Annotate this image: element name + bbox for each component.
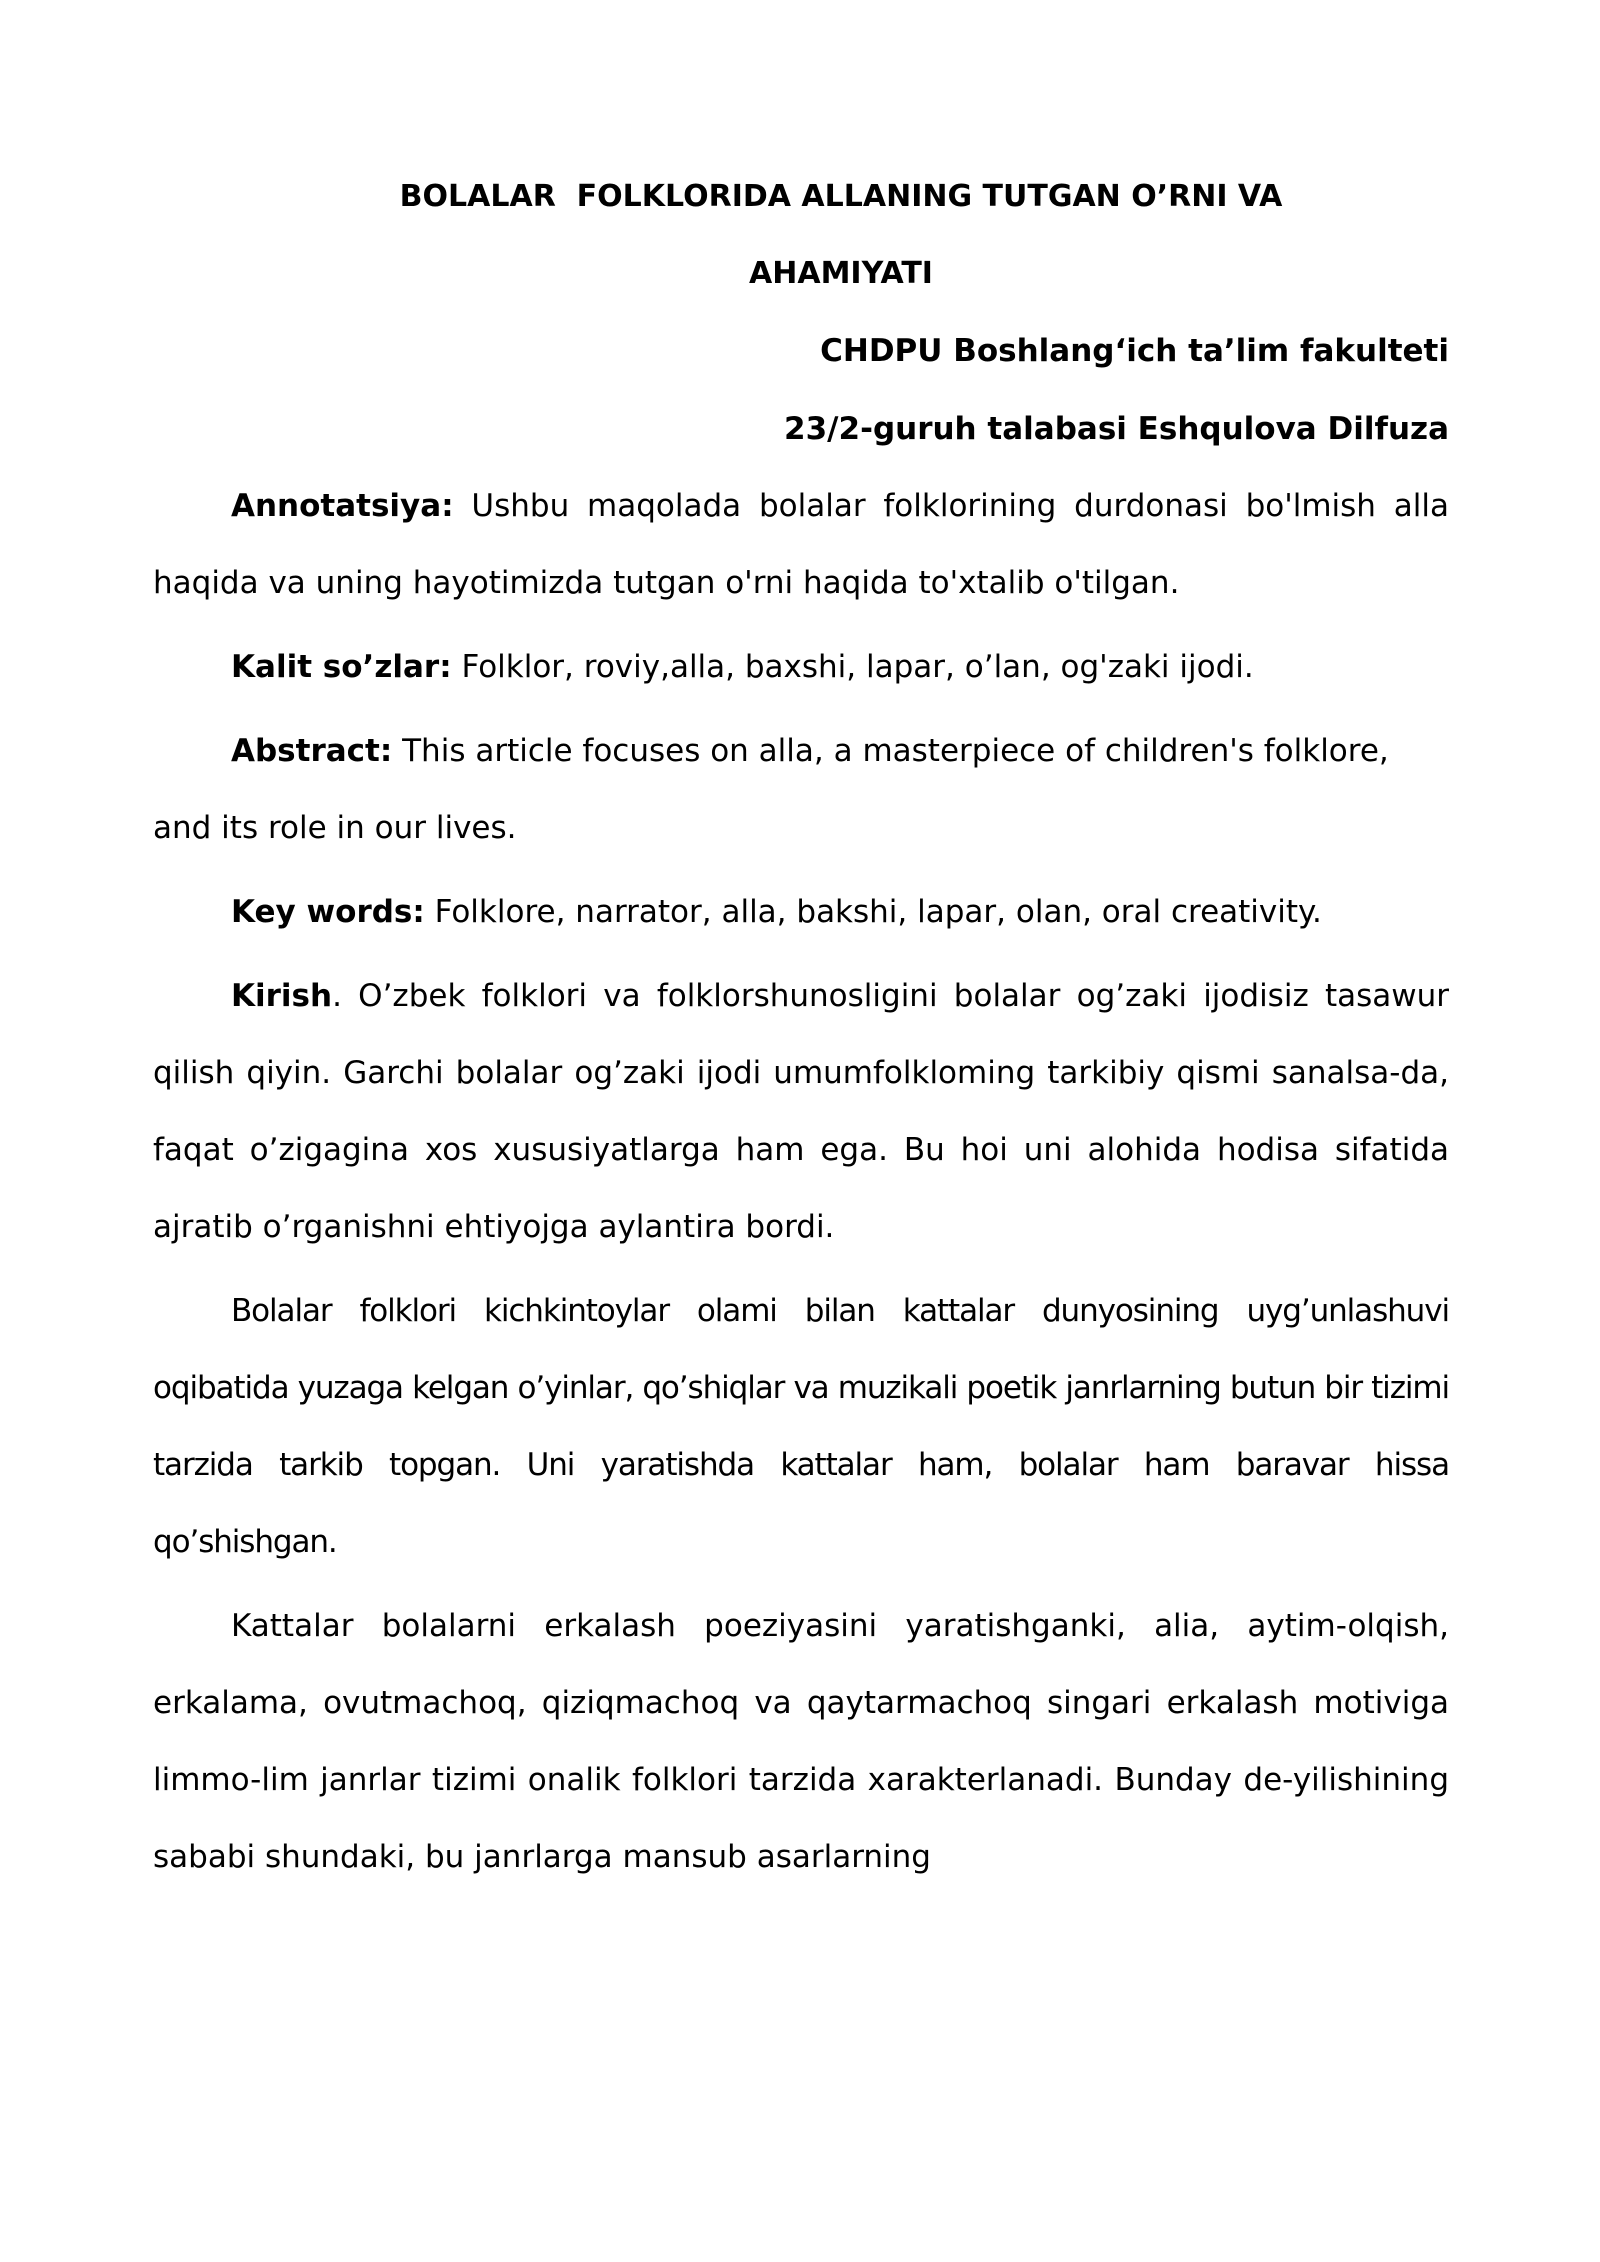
body-paragraph-1: Bolalar folklori kichkintoylar olami bilan kattalar dunyosining uyg’unlashuvi oqibatida yuzaga kelgan o’yinlar, qo’shiqlar va muzikali poetik janrlarning butun bir tizimi tarzida tarkib topgan. Uni yaratishda kattalar ham, bolalar ham baravar hissa qo’shishgan. [153, 1293, 1449, 1560]
keywords-en-paragraph [153, 874, 1449, 951]
title-line-2: AHAMIYATI [749, 256, 933, 291]
keywords-uz-text: Folklor, roviy,alla, baxshi, lapar, o’lan, og'zaki ijodi. [451, 649, 1254, 685]
title-line-1: BOLALAR FOLKLORIDA ALLANING TUTGAN O’RNI VA [399, 179, 1283, 214]
intro-paragraph [153, 958, 1449, 1266]
abstract-text: This article focuses on alla, a masterpiece of children's folklore, and its role in our lives. [153, 733, 1389, 846]
intro-text: . O’zbek folklori va folklorshunosligini bolalar og’zaki ijodisiz tasawur qilish qiyin. Garchi bolalar og’zaki ijodi umumfolkloming tarkibiy qismi sanalsa-da, faqat o’zigagina xos xususiyatlarga ham ega. Bu hoi uni alohida hodisa sifatida ajratib o’rganishni ehtiyojga aylantira bordi. [153, 978, 1449, 1245]
annotation-label: Annotatsiya: [231, 488, 454, 524]
annotation-text: Ushbu maqolada bolalar folklorining durdonasi bo'lmish alla haqida va uning hayotimizda tutgan o'rni haqida to'xtalib o'tilgan. [153, 488, 1449, 601]
keywords-en-text: Folklore, narrator, alla, bakshi, lapar, olan, oral creativity. [424, 894, 1322, 930]
intro-label: Kirish [231, 978, 333, 1014]
keywords-uz-label: Kalit so’zlar: [231, 649, 452, 685]
affiliation: CHDPU Boshlang‘ich ta’lim fakulteti [820, 333, 1449, 369]
keywords-uz-paragraph [153, 629, 1449, 706]
author: 23/2-guruh talabasi Eshqulova Dilfuza [784, 411, 1449, 447]
abstract-paragraph [153, 713, 1449, 867]
body-paragraph-2: Kattalar bolalarni erkalash poeziyasini yaratishganki, alia, aytim-olqish, erkalama, ovutmachoq, qiziqmachoq va qaytarmachoq singari erkalash motiviga limmo-lim janrlar tizimi onalik folklori tarzida xarakterlanadi. Bunday de-yilishining sababi shundaki, bu janrlarga mansub asarlarning [153, 1608, 1449, 1875]
document-body [153, 158, 1449, 1903]
abstract-label: Abstract: [231, 733, 393, 769]
annotation-paragraph [153, 468, 1449, 622]
keywords-en-label: Key words: [231, 894, 425, 930]
